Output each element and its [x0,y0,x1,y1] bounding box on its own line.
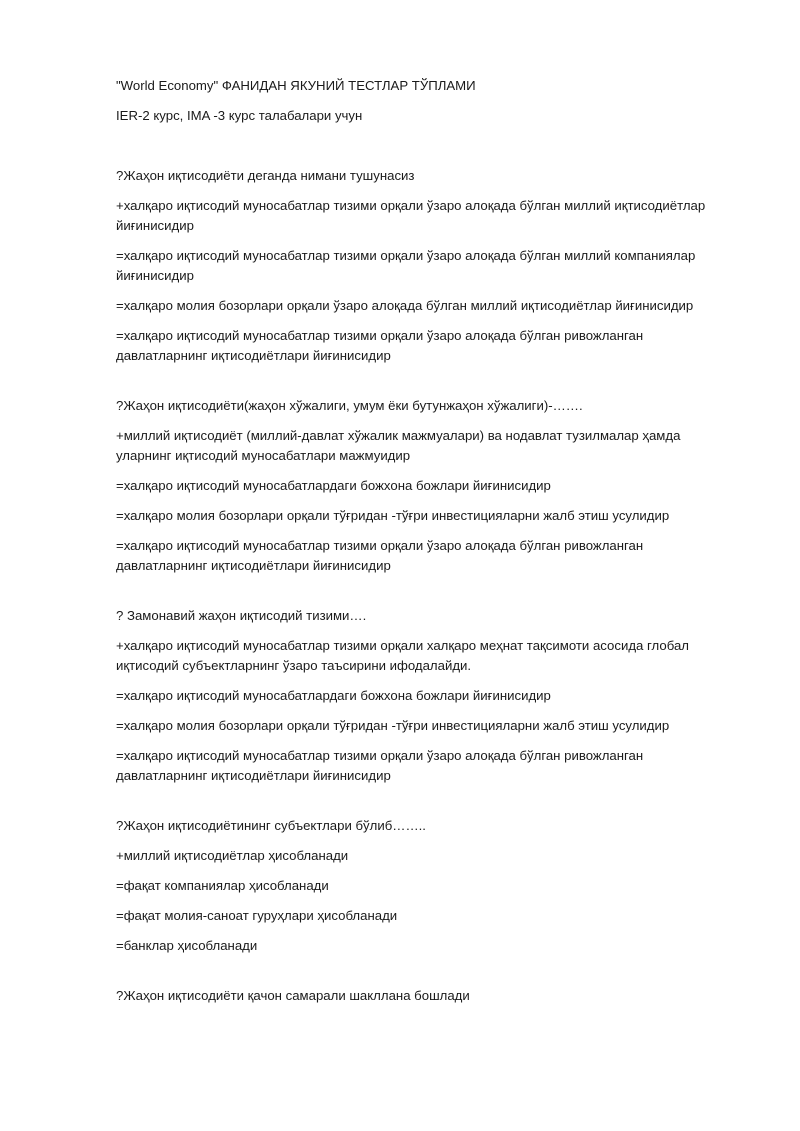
answer-option: =фақат молия-саноат гуруҳлари ҳисобланади [116,908,398,923]
question-text: ?Жаҳон иқтисодиёти деганда нимани тушунасиз [116,168,415,183]
document-title: "World Economy" ФАНИДАН ЯКУНИЙ ТЕСТЛАР ТЎПЛАМИ [116,78,476,93]
answer-option: =халқаро молия бозорлари орқали ўзаро алоқада бўлган миллий иқтисодиётлар йиғинисидир [116,298,694,313]
question-text: ?Жаҳон иқтисодиёти(жаҳон хўжалиги, умум ёки бутунжаҳон хўжалиги)-……. [116,398,583,413]
answer-option: +халқаро иқтисодий муносабатлар тизими орқали ўзаро алоқада бўлган миллий иқтисодиётлар йиғинисидир [116,198,706,233]
question-text: ?Жаҳон иқтисодиётининг субъектлари бўлиб…….. [116,818,426,833]
answer-option: =халқаро иқтисодий муносабатлар тизими орқали ўзаро алоқада бўлган ривожланган давлатларнинг иқтисодиётлари йиғинисидир [116,328,644,363]
answer-option: =банклар ҳисобланади [116,938,258,953]
question-text: ?Жаҳон иқтисодиёти қачон самарали шакллана бошлади [116,988,470,1003]
answer-option: =халқаро молия бозорлари орқали тўғридан -тўғри инвестицияларни жалб этиш усулидир [116,508,670,523]
answer-option: +халқаро иқтисодий муносабатлар тизими орқали халқаро меҳнат тақсимоти асосида глобал иқтисодий субъектларнинг ўзаро таъсирини ифодалайди. [116,638,689,673]
answer-option: =халқаро иқтисодий муносабатлардаги божхона божлари йиғинисидир [116,478,551,493]
question-block [116,606,736,786]
question-block [116,396,736,576]
answer-option: =халқаро иқтисодий муносабатлар тизими орқали ўзаро алоқада бўлган ривожланган давлатларнинг иқтисодиётлари йиғинисидир [116,538,644,573]
question-block [116,816,736,956]
answer-option: =халқаро иқтисодий муносабатлар тизими орқали ўзаро алоқада бўлган ривожланган давлатларнинг иқтисодиётлари йиғинисидир [116,748,644,783]
answer-option: =фақат компаниялар ҳисобланади [116,878,329,893]
answer-option: =халқаро иқтисодий муносабатлардаги божхона божлари йиғинисидир [116,688,551,703]
question-text: ? Замонавий жаҳон иқтисодий тизими…. [116,608,367,623]
answer-option: +миллий иқтисодиётлар ҳисобланади [116,848,349,863]
question-block [116,166,736,366]
answer-option: +миллий иқтисодиёт (миллий-давлат хўжалик мажмуалари) ва нодавлат тузилмалар ҳамда уларнинг иқтисодий муносабатлари мажмуидир [116,428,681,463]
document-page [116,76,736,1016]
answer-option: =халқаро иқтисодий муносабатлар тизими орқали ўзаро алоқада бўлган миллий компаниялар йиғинисидир [116,248,696,283]
question-block [116,986,736,1006]
document-subtitle: IER-2 курс, IMA -3 курс талабалари учун [116,108,363,123]
answer-option: =халқаро молия бозорлари орқали тўғридан -тўғри инвестицияларни жалб этиш усулидир [116,718,670,733]
